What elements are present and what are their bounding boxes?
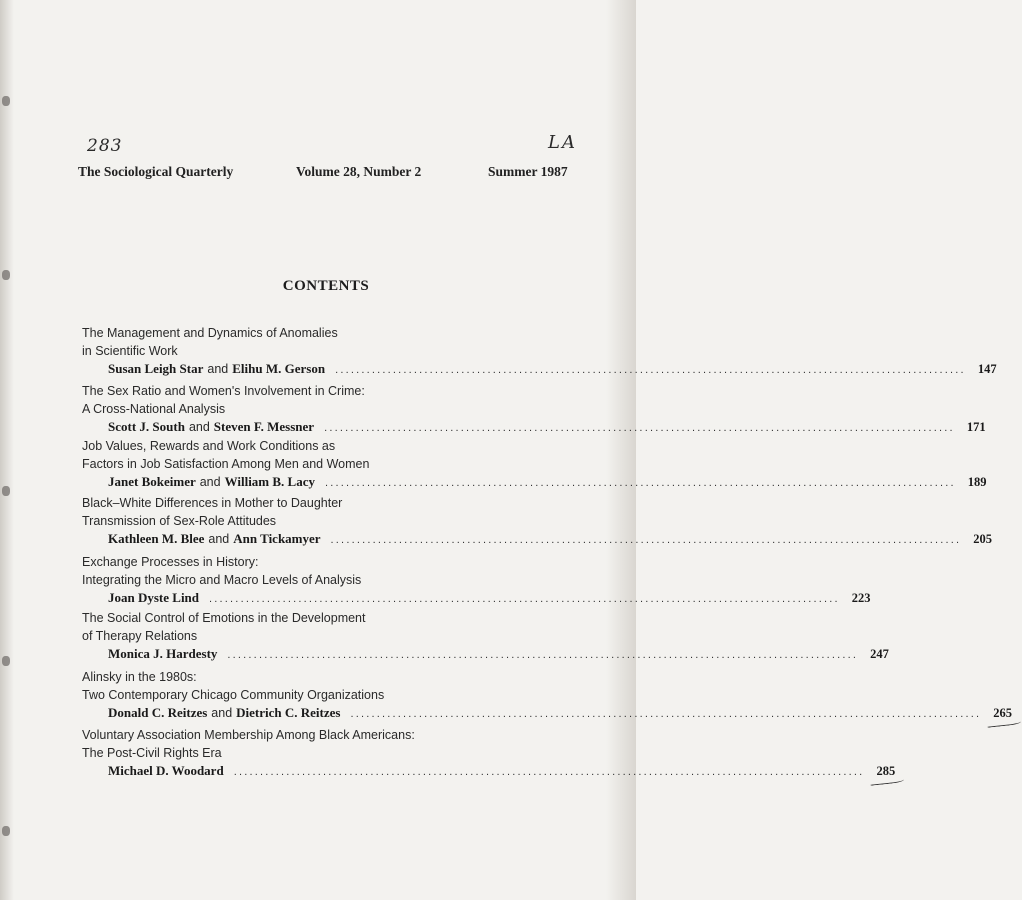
toc-entry[interactable] — [82, 382, 986, 436]
author-name: Donald C. Reitzes — [108, 705, 208, 720]
pen-underline-mark — [987, 717, 1022, 728]
toc-entry[interactable] — [82, 726, 896, 780]
author-name: Janet Bokeimer — [108, 474, 196, 489]
author-name: Elihu M. Gerson — [232, 361, 326, 376]
dot-leader: ........................................................................................................................ — [335, 364, 966, 376]
author-line — [82, 418, 986, 436]
author-connector: and — [208, 532, 230, 546]
article-title-line: Factors in Job Satisfaction Among Men and Women — [82, 457, 370, 471]
page-number-text: 205 — [973, 532, 993, 546]
article-title-line: Two Contemporary Chicago Community Organizations — [82, 688, 385, 702]
article-title-line: Integrating the Micro and Macro Levels of Analysis — [82, 573, 362, 587]
dot-leader: ........................................................................................................................ — [330, 534, 962, 546]
article-title-line: of Therapy Relations — [82, 629, 198, 643]
dot-leader: ........................................................................................................................ — [209, 593, 840, 605]
contents-heading: CONTENTS — [282, 278, 370, 294]
pen-underline-mark — [870, 775, 905, 786]
toc-entry[interactable] — [82, 609, 889, 663]
author-connector: and — [188, 420, 210, 434]
page-number — [967, 418, 986, 436]
author-name: Michael D. Woodard — [108, 763, 224, 778]
page-number-text: 285 — [876, 764, 896, 778]
author-line — [82, 762, 896, 780]
toc-entry[interactable] — [82, 324, 997, 378]
toc-entry[interactable] — [82, 494, 993, 548]
author-name: Monica J. Hardesty — [108, 646, 218, 661]
dot-leader: ........................................................................................................................ — [350, 708, 982, 720]
author-name: Steven F. Messner — [213, 419, 315, 434]
author-connector: and — [199, 475, 221, 489]
article-title-line: Job Values, Rewards and Work Conditions as — [82, 439, 336, 453]
page-number-text: 265 — [993, 706, 1012, 720]
author-line — [82, 645, 889, 663]
article-title-line: A Cross-National Analysis — [82, 402, 226, 416]
author-name: William B. Lacy — [224, 474, 315, 489]
page-number — [973, 530, 992, 548]
page-number — [870, 645, 889, 663]
author-name: Susan Leigh Star — [108, 361, 204, 376]
handwritten-initials: LA — [548, 132, 577, 153]
article-title-line: The Management and Dynamics of Anomalies — [82, 326, 338, 340]
author-name: Ann Tickamyer — [233, 531, 321, 546]
page-number-text: 189 — [967, 475, 987, 489]
author-line — [82, 704, 1012, 722]
issue-date: Summer 1987 — [488, 164, 568, 179]
author-connector: and — [211, 706, 233, 720]
article-title-line: The Sex Ratio and Women's Involvement in Crime: — [82, 384, 365, 398]
article-title-line: Transmission of Sex-Role Attitudes — [82, 514, 277, 528]
author-connector: and — [207, 362, 229, 376]
article-title-line: Exchange Processes in History: — [82, 555, 259, 569]
author-name: Scott J. South — [108, 419, 185, 434]
page-number-text: 247 — [870, 647, 889, 661]
toc-entry[interactable] — [82, 553, 871, 607]
page-number — [978, 360, 997, 378]
page-number-text: 223 — [851, 591, 871, 605]
dot-leader: ........................................................................................................................ — [324, 422, 955, 434]
article-title-line: Black–White Differences in Mother to Daughter — [82, 496, 343, 510]
dot-leader: ........................................................................................................................ — [325, 477, 956, 489]
dot-leader: ........................................................................................................................ — [233, 766, 865, 778]
page-number-text: 147 — [977, 362, 997, 376]
dot-leader: ........................................................................................................................ — [227, 649, 859, 661]
handwritten-number: 283 — [87, 136, 123, 156]
page-number-text: 171 — [966, 420, 986, 434]
article-title-line: Alinsky in the 1980s: — [82, 670, 197, 684]
toc-entry[interactable] — [82, 668, 1012, 722]
author-name: Joan Dyste Lind — [108, 590, 200, 605]
page-number — [852, 589, 871, 607]
author-name: Kathleen M. Blee — [108, 531, 205, 546]
article-title-line: The Social Control of Emotions in the Development — [82, 611, 366, 625]
journal-title: The Sociological Quarterly — [78, 164, 234, 179]
page-number — [876, 762, 895, 780]
author-line — [82, 530, 993, 548]
author-line — [82, 360, 997, 378]
author-name: Dietrich C. Reitzes — [236, 705, 341, 720]
author-line — [82, 589, 871, 607]
article-title-line: Voluntary Association Membership Among Black Americans: — [82, 728, 415, 742]
toc-entry[interactable] — [82, 437, 987, 491]
page-number — [993, 704, 1012, 722]
article-title-line: in Scientific Work — [82, 344, 178, 358]
article-title-line: The Post-Civil Rights Era — [82, 746, 222, 760]
author-line — [82, 473, 987, 491]
page-number — [968, 473, 987, 491]
volume-number: Volume 28, Number 2 — [296, 164, 422, 179]
